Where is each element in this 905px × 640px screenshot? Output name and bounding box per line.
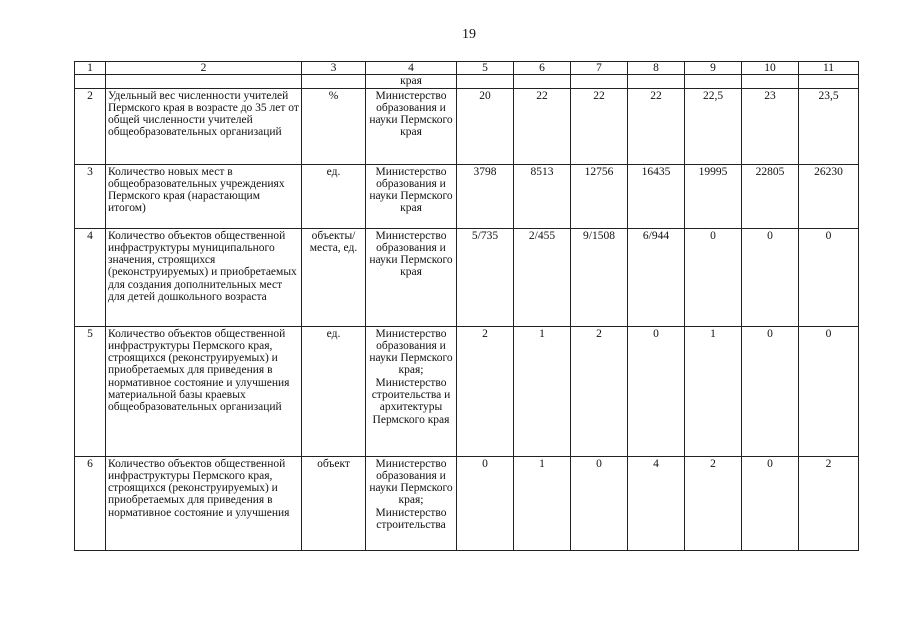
- indicator-name: Количество новых мест в общеобразовательных учреждениях Пермского края (нарастающим итогом): [106, 164, 302, 228]
- table-row: [75, 456, 859, 550]
- value-cell: 1: [685, 326, 742, 456]
- indicator-name: Количество объектов общественной инфраструктуры Пермского края, строящихся (реконструируемых) и приобретаемых для приведения в нормативное состояние и улучшения: [106, 456, 302, 550]
- value-cell: 0: [742, 326, 799, 456]
- value-cell: 12756: [571, 164, 628, 228]
- row-number: 5: [75, 326, 106, 456]
- continuation-row: [75, 75, 859, 88]
- row-number: 3: [75, 164, 106, 228]
- executor-cell: края: [366, 75, 457, 88]
- value-cell: 0: [799, 228, 859, 326]
- table-row: [75, 326, 859, 456]
- value-cell: 23,5: [799, 88, 859, 164]
- indicator-name: Количество объектов общественной инфраструктуры муниципального значения, строящихся (реконструируемых) и приобретаемых для создания дополнительных мест для детей дошкольного возраста: [106, 228, 302, 326]
- row-number: 6: [75, 456, 106, 550]
- column-number: 2: [106, 62, 302, 75]
- value-cell: 0: [799, 326, 859, 456]
- column-number: 1: [75, 62, 106, 75]
- column-number: 8: [628, 62, 685, 75]
- value-cell: 3798: [457, 164, 514, 228]
- executor-cell: Министерство образования и науки Пермского края: [366, 164, 457, 228]
- value-cell: 2: [571, 326, 628, 456]
- value-cell: 0: [571, 456, 628, 550]
- executor-cell: Министерство образования и науки Пермского края; Министерство строительства: [366, 456, 457, 550]
- indicator-name: Удельный вес численности учителей Пермского края в возрасте до 35 лет от общей численности учителей общеобразовательных организаций: [106, 88, 302, 164]
- unit-cell: объект: [302, 456, 366, 550]
- column-number: 9: [685, 62, 742, 75]
- value-cell: 0: [742, 456, 799, 550]
- value-cell: 19995: [685, 164, 742, 228]
- row-number: 2: [75, 88, 106, 164]
- column-number: 10: [742, 62, 799, 75]
- value-cell: 0: [457, 456, 514, 550]
- table-row: [75, 228, 859, 326]
- value-cell: 4: [628, 456, 685, 550]
- unit-cell: объекты/ места, ед.: [302, 228, 366, 326]
- value-cell: 9/1508: [571, 228, 628, 326]
- column-number-row: [75, 62, 859, 75]
- value-cell: 22,5: [685, 88, 742, 164]
- column-number: 11: [799, 62, 859, 75]
- indicators-table: [74, 61, 859, 551]
- column-number: 4: [366, 62, 457, 75]
- value-cell: 22: [628, 88, 685, 164]
- column-number: 5: [457, 62, 514, 75]
- value-cell: 22805: [742, 164, 799, 228]
- page-number: 19: [462, 27, 476, 42]
- value-cell: 0: [628, 326, 685, 456]
- value-cell: 26230: [799, 164, 859, 228]
- executor-cell: Министерство образования и науки Пермского края; Министерство строительства и архитектуры Пермского края: [366, 326, 457, 456]
- table-row: [75, 88, 859, 164]
- unit-cell: ед.: [302, 164, 366, 228]
- column-number: 6: [514, 62, 571, 75]
- table-row: [75, 164, 859, 228]
- value-cell: 8513: [514, 164, 571, 228]
- value-cell: 2: [457, 326, 514, 456]
- value-cell: 16435: [628, 164, 685, 228]
- value-cell: 20: [457, 88, 514, 164]
- value-cell: 2/455: [514, 228, 571, 326]
- unit-cell: %: [302, 88, 366, 164]
- value-cell: 2: [799, 456, 859, 550]
- column-number: 3: [302, 62, 366, 75]
- value-cell: 22: [571, 88, 628, 164]
- value-cell: 22: [514, 88, 571, 164]
- column-number: 7: [571, 62, 628, 75]
- value-cell: 2: [685, 456, 742, 550]
- value-cell: 6/944: [628, 228, 685, 326]
- value-cell: 5/735: [457, 228, 514, 326]
- executor-cell: Министерство образования и науки Пермского края: [366, 228, 457, 326]
- indicator-name: Количество объектов общественной инфраструктуры Пермского края, строящихся (реконструируемых) и приобретаемых для приведения в нормативное состояние и улучшения материальной базы краевых общеобразовательных организаций: [106, 326, 302, 456]
- value-cell: 1: [514, 326, 571, 456]
- value-cell: 23: [742, 88, 799, 164]
- unit-cell: ед.: [302, 326, 366, 456]
- value-cell: 0: [742, 228, 799, 326]
- value-cell: 1: [514, 456, 571, 550]
- executor-cell: Министерство образования и науки Пермского края: [366, 88, 457, 164]
- value-cell: 0: [685, 228, 742, 326]
- row-number: 4: [75, 228, 106, 326]
